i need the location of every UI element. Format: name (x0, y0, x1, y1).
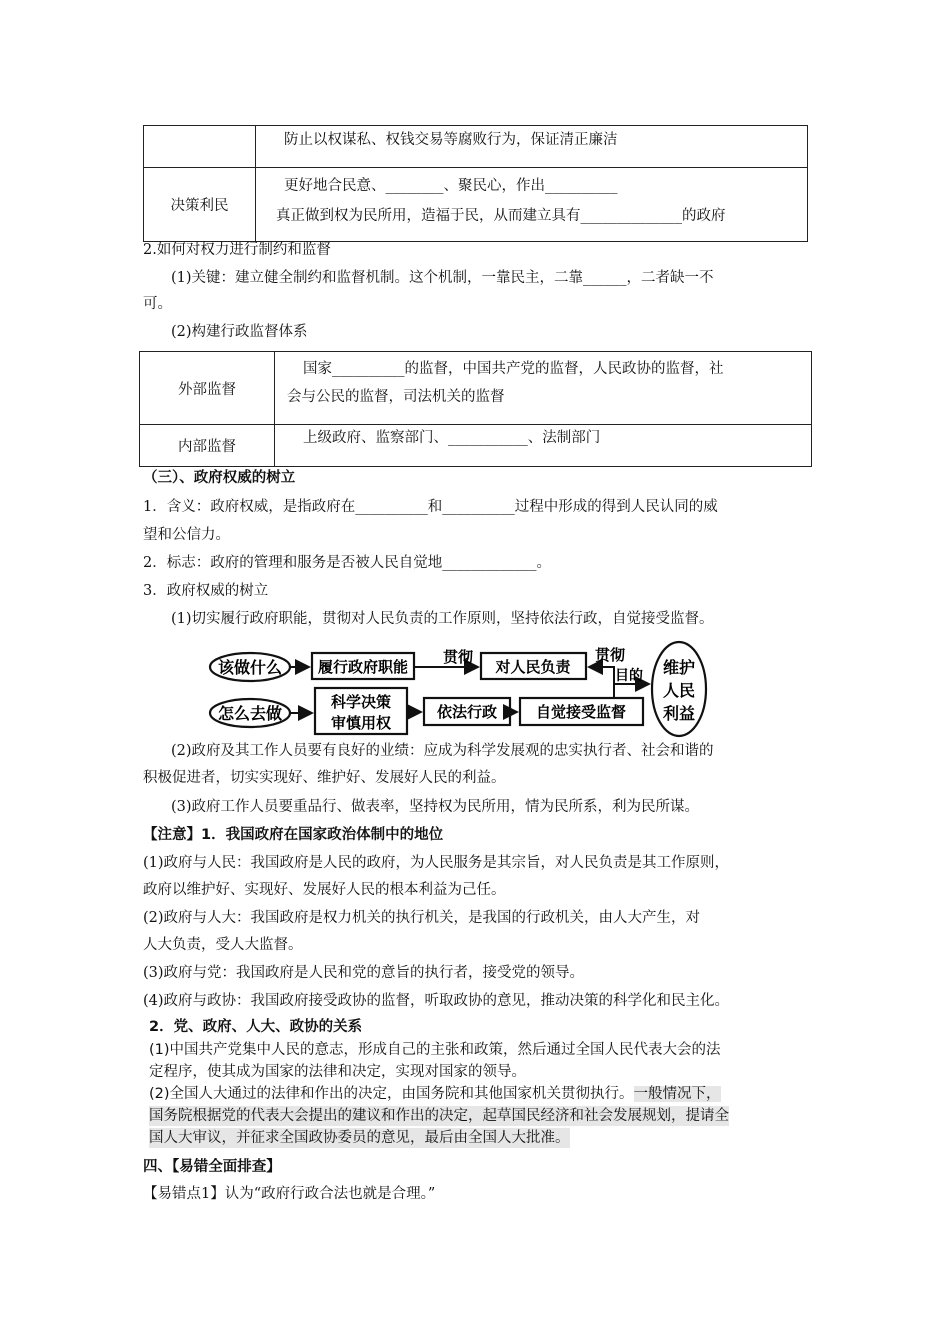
table-cell (256, 168, 808, 242)
arrow-label: 贯彻 (442, 648, 474, 666)
table-cell (256, 126, 808, 168)
paragraph: (1)关键：建立健全制约和监督机制。这个机制，一靠民主，二靠______，二者缺一不 (171, 270, 714, 286)
box-label: 对人民负责 (495, 658, 571, 676)
oval-label: 怎么去做 (217, 704, 283, 723)
paragraph: 政府以维护好、实现好、发展好人民的根本利益为己任。 (143, 882, 506, 898)
table-row-text: 真正做到权为民所用，造福于民，从而建立具有______________的政府 (276, 208, 726, 224)
paragraph: (3)政府与党：我国政府是人民和党的意旨的执行者，接受党的领导。 (143, 965, 585, 981)
table-row-text: 更好地合民意、________、聚民心，作出__________ (284, 178, 618, 194)
paragraph-part: (2)全国人大通过的法律和作出的决定，由国务院和其他国家机关贯彻执行。 (149, 1086, 634, 1102)
paragraph: 望和公信力。 (143, 527, 230, 543)
table-row-text: 防止以权谋私、权钱交易等腐败行为，保证清正廉洁 (284, 132, 618, 148)
paragraph: (1)中国共产党集中人民的意志，形成自己的主张和政策，然后通过全国人民代表大会的法 (149, 1042, 721, 1058)
paragraph: 可。 (143, 296, 172, 312)
paragraph: (1)政府与人民：我国政府是人民的政府，为人民服务是其宗旨，对人民负责是其工作原则， (143, 855, 730, 871)
highlighted-text: 一般情况下， (633, 1086, 721, 1102)
table-row-text: 会与公民的监督，司法机关的监督 (287, 389, 505, 405)
paragraph: 3．政府权威的树立 (143, 583, 269, 599)
arrow-label: 贯彻 (594, 646, 626, 664)
oval-label: 该做什么 (217, 658, 283, 677)
paragraph: (2)构建行政监督体系 (171, 324, 308, 340)
note-heading: 【注意】1．我国政府在国家政治体制中的地位 (143, 827, 444, 843)
paragraph: 人大负责，受人大监督。 (143, 937, 303, 953)
highlighted-text: 国人大审议，并征求全国政协委员的意见，最后由全国人大批准。 (149, 1130, 570, 1146)
box-label: 履行政府职能 (317, 658, 409, 676)
table-decision-benefit (143, 125, 808, 242)
section-heading: （三）、政府权威的树立 (143, 470, 296, 486)
arrow (589, 667, 614, 698)
paragraph: 定程序，使其成为国家的法律和决定，实现对国家的领导。 (149, 1064, 526, 1080)
paragraph: (3)政府工作人员要重品行、做表率，坚持权为民所用，情为民所系，利为民所谋。 (171, 799, 700, 815)
table-cell (275, 352, 812, 425)
circle-label: 维护 (662, 658, 696, 677)
arrow-label: 目的 (615, 668, 643, 684)
paragraph: 【易错点1】认为“政府行政合法也就是合理。” (143, 1186, 436, 1202)
paragraph: (4)政府与政协：我国政府接受政协的监督，听取政协的意见，推动决策的科学化和民主化。 (143, 993, 730, 1009)
paragraph: (2)政府及其工作人员要有良好的业绩：应成为科学发展观的忠实执行者、社会和谐的 (171, 743, 714, 759)
box-label: 科学决策 (330, 693, 392, 711)
table-row-text: 国家__________的监督，中国共产党的监督，人民政协的监督，社 (303, 361, 724, 377)
authority-flow-diagram (205, 640, 735, 740)
paragraph: (2)政府与人大：我国政府是权力机关的执行机关，是我国的行政机关，由人大产生，对 (143, 910, 701, 926)
row-label: 外部监督 (140, 352, 275, 425)
box-label: 依法行政 (436, 703, 498, 721)
table-supervision (139, 351, 812, 467)
circle-label: 利益 (662, 704, 696, 723)
relation-heading: 2．党、政府、人大、政协的关系 (149, 1019, 363, 1035)
section-heading: 四、【易错全面排查】 (143, 1159, 281, 1175)
table-row-text: 上级政府、监察部门、___________、法制部门 (303, 430, 601, 446)
paragraph: 2．标志：政府的管理和服务是否被人民自觉地_____________。 (143, 555, 551, 571)
box-label: 审慎用权 (330, 714, 392, 732)
highlighted-text: 国务院根据党的代表大会提出的建议和作出的决定，起草国民经济和社会发展规划，提请全 (149, 1108, 729, 1124)
paragraph: (1)切实履行政府职能，贯彻对人民负责的工作原则，坚持依法行政，自觉接受监督。 (171, 611, 714, 627)
circle-label: 人民 (662, 681, 696, 700)
box-label: 自觉接受监督 (535, 703, 627, 721)
paragraph: 1．含义：政府权威，是指政府在__________和__________过程中形成的得到人民认同的威 (143, 499, 718, 515)
paragraph (149, 1084, 721, 1104)
row-label: 内部监督 (140, 425, 275, 467)
section-heading: 2.如何对权力进行制约和监督 (143, 242, 331, 258)
table-cell-empty (144, 126, 256, 168)
row-label: 决策利民 (144, 168, 256, 242)
paragraph: 积极促进者，切实实现好、维护好、发展好人民的利益。 (143, 770, 506, 786)
table-cell (275, 425, 812, 467)
